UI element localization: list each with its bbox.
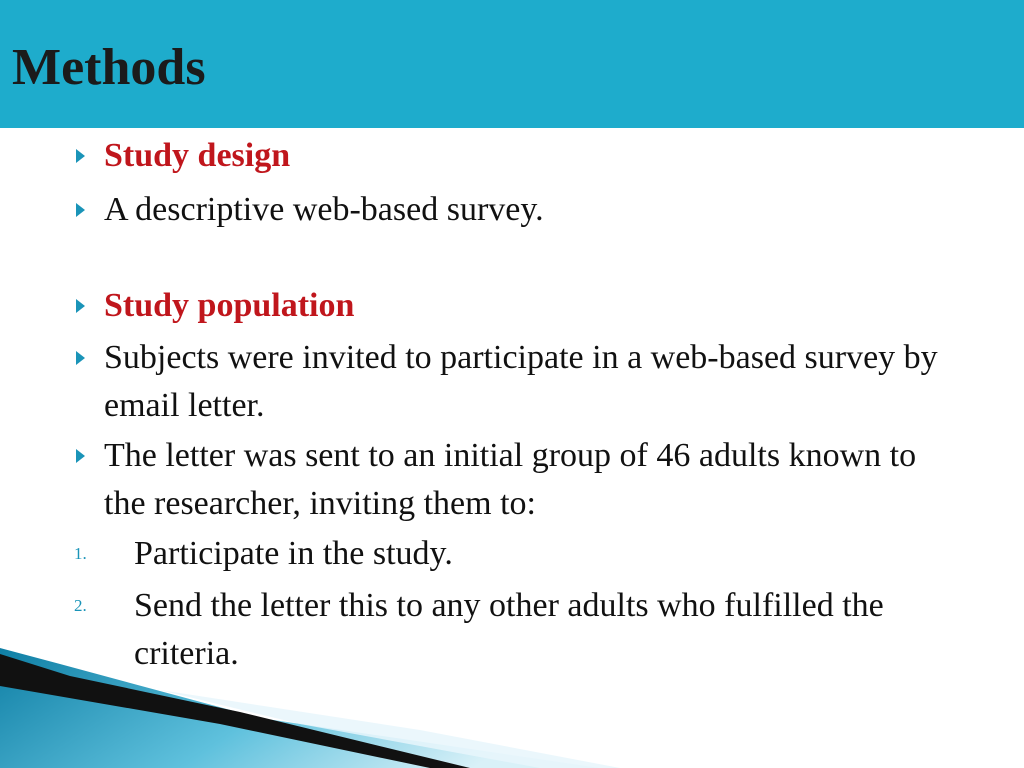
- bullet-text: Subjects were invited to participate in a web-based survey by email letter.: [104, 339, 938, 424]
- slide-title: Methods: [12, 39, 206, 96]
- list-number: 1.: [74, 544, 87, 563]
- bullet-text: A descriptive web-based survey.: [104, 191, 544, 228]
- section-heading: Study population: [104, 287, 355, 324]
- section-heading: Study design: [104, 137, 291, 174]
- list-number: 2.: [74, 596, 87, 615]
- bullet-text: The letter was sent to an initial group of 46 adults known to the researcher, inviting them to:: [104, 437, 917, 522]
- numbered-item-text: Participate in the study.: [134, 535, 453, 572]
- numbered-item-text: Send the letter this to any other adults who fulfilled the criteria.: [134, 587, 884, 672]
